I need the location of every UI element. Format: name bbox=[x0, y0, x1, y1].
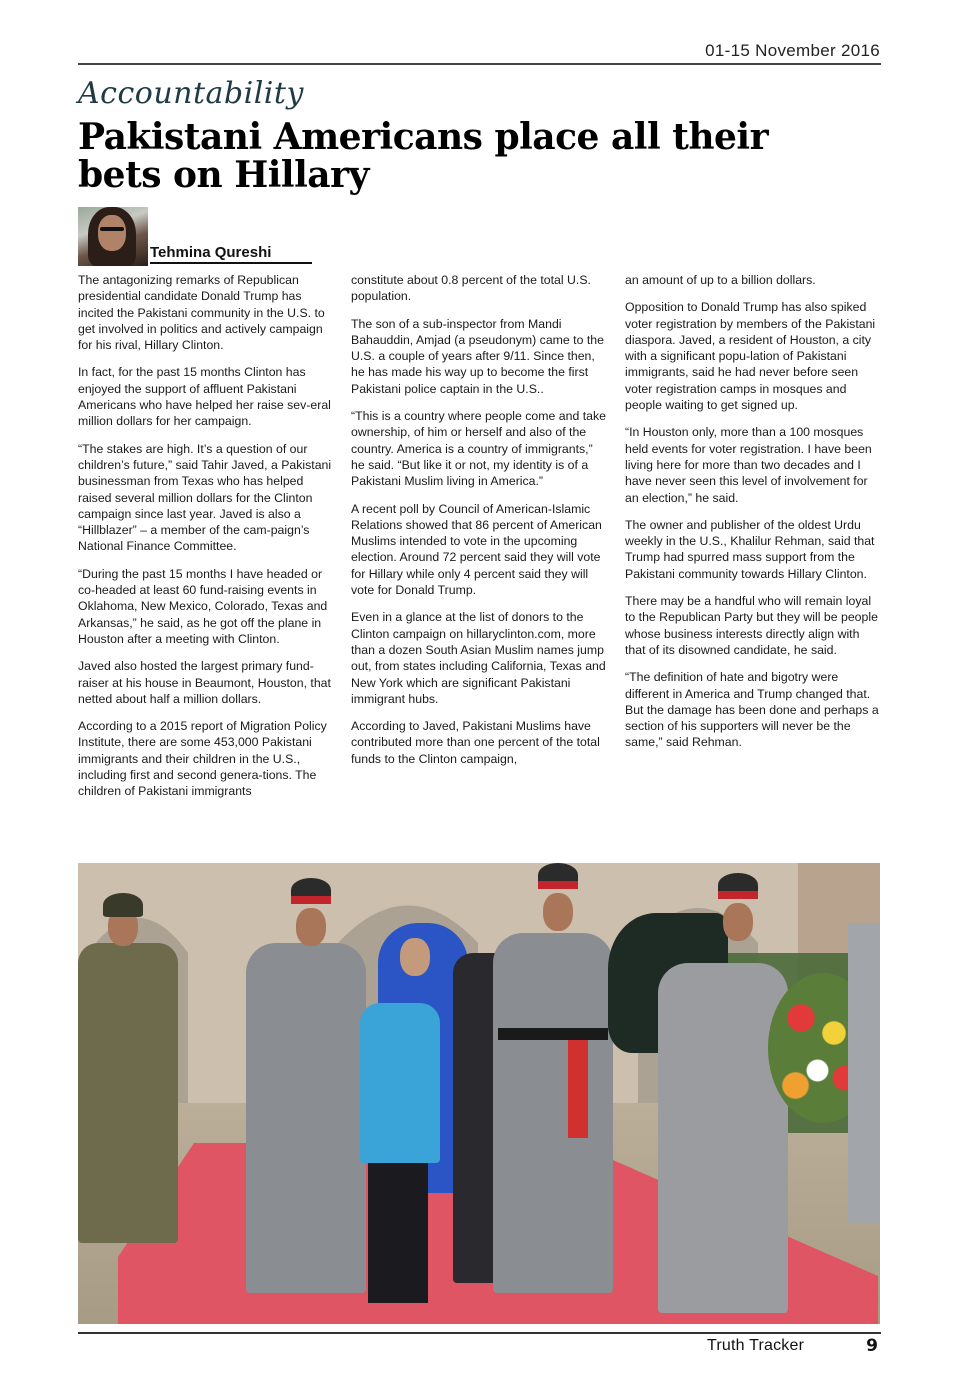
article-body bbox=[78, 272, 881, 842]
column-3 bbox=[625, 272, 882, 762]
soldier-far-right bbox=[848, 923, 880, 1223]
soldier-left-cap bbox=[103, 893, 143, 917]
article-photo bbox=[78, 863, 880, 1324]
paragraph: According to Javed, Pakistani Muslims have contributed more than one percent of the total funds to the Clinton campaign, bbox=[351, 719, 600, 766]
column-2 bbox=[351, 272, 609, 778]
author-glasses bbox=[100, 227, 124, 231]
red-sash bbox=[568, 1038, 588, 1138]
footer-page-number: 9 bbox=[866, 1336, 878, 1356]
headline: Pakistani Americans place all their bets on Hillary bbox=[78, 116, 769, 196]
soldier-left bbox=[78, 943, 178, 1243]
bottom-rule bbox=[78, 1332, 881, 1334]
officer-center bbox=[493, 933, 613, 1293]
paragraph: The son of a sub-inspector from Mandi Bahauddin, Amjad (a pseudonym) came to the U.S. a couple of years after 9/11. Since then, he has made his way up to become the first Pakistani police captain in the U.S.. bbox=[351, 316, 604, 396]
paragraph: constitute about 0.8 percent of the total U.S. population. bbox=[351, 273, 591, 304]
section-kicker: Accountability bbox=[78, 76, 304, 111]
black-trousers bbox=[368, 1163, 428, 1303]
officer-left bbox=[246, 943, 366, 1293]
officer-center-head bbox=[543, 893, 573, 931]
paragraph: “The stakes are high. It’s a question of our children’s future,” said Tahir Javed, a Pakistani businessman from Texas who has helped raised several million dollars for the Clinton campaign since last year. Javed is also a “Hillblazer” – a member of the cam-paign’s National Finance Committee. bbox=[78, 441, 332, 554]
officer-left-head bbox=[296, 908, 326, 946]
column-1 bbox=[78, 272, 335, 811]
paragraph: The antagonizing remarks of Republican presidential candidate Donald Trump has incited the Pakistani community in the U.S. to get involved in politics and actively campaign for his rival, Hillary Clinton. bbox=[78, 273, 325, 353]
paragraph: “In Houston only, more than a 100 mosques held events for voter registration. I have been living here for more than two decades and I have never seen this level of involvement for an election,” he said. bbox=[625, 425, 872, 505]
paragraph: In fact, for the past 15 months Clinton has enjoyed the support of affluent Pakistani Americans who have helped her raise sev-eral million dollars for her campaign. bbox=[78, 365, 331, 429]
paragraph: an amount of up to a billion dollars. bbox=[625, 273, 816, 287]
paragraph: Opposition to Donald Trump has also spiked voter registration by members of the Pakistani diaspora. Javed, a resident of Houston, a city with a significant popu-lation of Pakistani immigrants, said he had never before seen voter registration camps in mosques and people waiting to get signed up. bbox=[625, 300, 876, 413]
issue-date: 01-15 November 2016 bbox=[705, 41, 880, 60]
paragraph: The owner and publisher of the oldest Urdu weekly in the U.S., Khalilur Rehman, said that Trump had spurred mass support from the Pakistani community towards Hillary Clinton. bbox=[625, 517, 875, 581]
author-byline: Tehmina Qureshi bbox=[150, 244, 312, 264]
officer-center-cap-band bbox=[538, 881, 578, 889]
footer-publication: Truth Tracker bbox=[707, 1337, 805, 1354]
paragraph: Even in a glance at the list of donors to the Clinton campaign on hillaryclinton.com, more than a dozen South Asian Muslim names jump out, from states including California, Texas and New York which are significant Pakistani immigrant hubs. bbox=[351, 610, 606, 706]
officer-left-cap-band bbox=[291, 896, 331, 904]
blue-jacket bbox=[360, 1003, 440, 1163]
paragraph: “During the past 15 months I have headed or co-headed at least 60 fund-raising events in Oklahoma, New Mexico, Colorado, Texas and Arkansas,” he said, as he got off the plane in Houston after a meeting with Clinton. bbox=[78, 566, 328, 646]
top-rule bbox=[78, 63, 881, 65]
soldier-right bbox=[658, 963, 788, 1313]
author-face bbox=[98, 215, 126, 251]
paragraph: There may be a handful who will remain loyal to the Republican Party but they will be people whose business interests directly align with that of its disowned candidate, he said. bbox=[625, 594, 878, 657]
paragraph: According to a 2015 report of Migration Policy Institute, there are some 453,000 Pakistani immigrants and their children in the U.S., including first and second genera-tions. The children of Pakistani immigrants bbox=[78, 719, 327, 799]
belt bbox=[498, 1028, 608, 1040]
paragraph: Javed also hosted the largest primary fund-raiser at his house in Beaumont, Houston, that netted about half a million dollars. bbox=[78, 659, 331, 706]
author-photo bbox=[78, 207, 148, 266]
paragraph: “The definition of hate and bigotry were different in America and Trump changed that. But the damage has been done and perhaps a section of his supporters will never be the same,” said Rehman. bbox=[625, 670, 879, 750]
paragraph: “This is a country where people come and take ownership, of him or herself and also of the country. America is a country of immigrants,” he said. “But like it or not, my identity is of a Pakistani Muslim living in America.” bbox=[351, 409, 606, 489]
soldier-right-head bbox=[723, 903, 753, 941]
woman-head bbox=[400, 938, 430, 976]
soldier-right-cap-band bbox=[718, 891, 758, 899]
paragraph: A recent poll by Council of American-Islamic Relations showed that 86 percent of American Muslims intended to vote in the upcoming election. Around 72 percent said they will vote for Hillary while only 4 percent said they will vote for Donald Trump. bbox=[351, 501, 602, 598]
